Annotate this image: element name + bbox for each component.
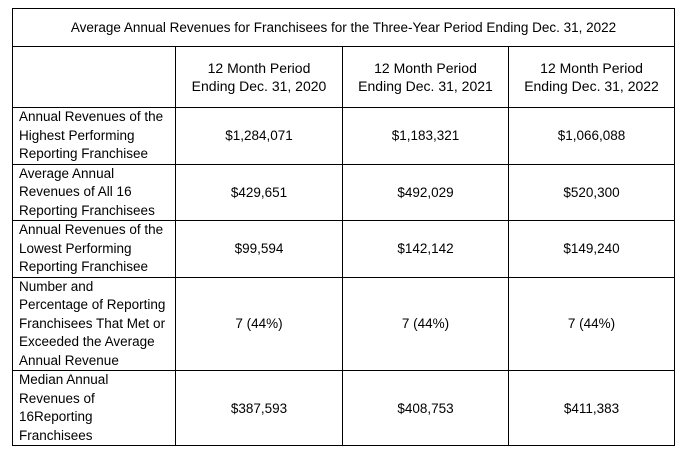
value-cell: 7 (44%)	[176, 277, 343, 371]
row-label-line: Annual Revenue	[19, 352, 119, 368]
table-row-average	[13, 164, 675, 221]
value-cell: $99,594	[176, 221, 343, 278]
row-label-line: Reporting Franchisees	[19, 202, 155, 218]
row-label-line: Revenues of	[19, 390, 95, 406]
row-label	[13, 221, 176, 278]
header-row	[13, 47, 675, 108]
value-cell: $1,066,088	[509, 108, 675, 165]
value-cell: $520,300	[509, 164, 675, 221]
value-cell: $387,593	[176, 371, 343, 446]
row-label	[13, 164, 176, 221]
row-label-line: Franchisees That Met or	[19, 315, 166, 331]
row-label-line: Annual Revenues of the	[19, 109, 164, 124]
row-label-line: 16Reporting	[19, 409, 93, 424]
row-label-line: Revenues of All 16	[19, 184, 132, 199]
row-label-line: Annual Revenues of the	[19, 222, 164, 237]
value-cell: $149,240	[509, 221, 675, 278]
column-header-line: Ending Dec. 31, 2022	[524, 78, 659, 94]
row-label-line: Median Annual	[19, 372, 109, 387]
row-label	[13, 277, 176, 371]
column-header-line: 12 Month Period	[540, 60, 643, 76]
row-label-line: Highest Performing	[19, 127, 135, 143]
value-cell: $492,029	[343, 164, 509, 221]
value-cell: $142,142	[343, 221, 509, 278]
value-cell: 7 (44%)	[343, 277, 509, 371]
row-label-line: Percentage of Reporting	[19, 297, 166, 312]
revenue-table	[12, 8, 675, 446]
row-label-line: Franchisees	[19, 427, 93, 443]
table-title: Average Annual Revenues for Franchisees for the Three-Year Period Ending Dec. 31, 2022	[13, 9, 675, 47]
table-row-met-average	[13, 277, 675, 371]
row-label-line: Lowest Performing	[19, 240, 132, 256]
value-cell: 7 (44%)	[509, 277, 675, 371]
row-label-line: Number and	[19, 278, 94, 294]
column-header-line: 12 Month Period	[374, 60, 477, 76]
column-header-line: Ending Dec. 31, 2020	[191, 78, 327, 94]
value-cell: $1,183,321	[343, 108, 509, 165]
row-label-line: Reporting Franchisee	[19, 146, 149, 161]
corner-cell	[13, 47, 176, 108]
value-cell: $429,651	[176, 164, 343, 221]
table-row-highest	[13, 108, 675, 165]
column-header-line: 12 Month Period	[207, 60, 311, 76]
row-label-line: Reporting Franchisee	[19, 259, 149, 274]
value-cell: $1,284,071	[176, 108, 343, 165]
column-header-2020	[176, 47, 343, 108]
row-label	[13, 371, 176, 446]
column-header-line: Ending Dec. 31, 2021	[358, 78, 493, 94]
table-row-median	[13, 371, 675, 446]
column-header-2022	[509, 47, 675, 108]
column-header-2021	[343, 47, 509, 108]
title-row	[13, 9, 675, 47]
row-label-line: Exceeded the Average	[19, 334, 155, 349]
value-cell: $408,753	[343, 371, 509, 446]
value-cell: $411,383	[509, 371, 675, 446]
table-row-lowest	[13, 221, 675, 278]
row-label	[13, 108, 176, 165]
row-label-line: Average Annual	[19, 165, 115, 181]
